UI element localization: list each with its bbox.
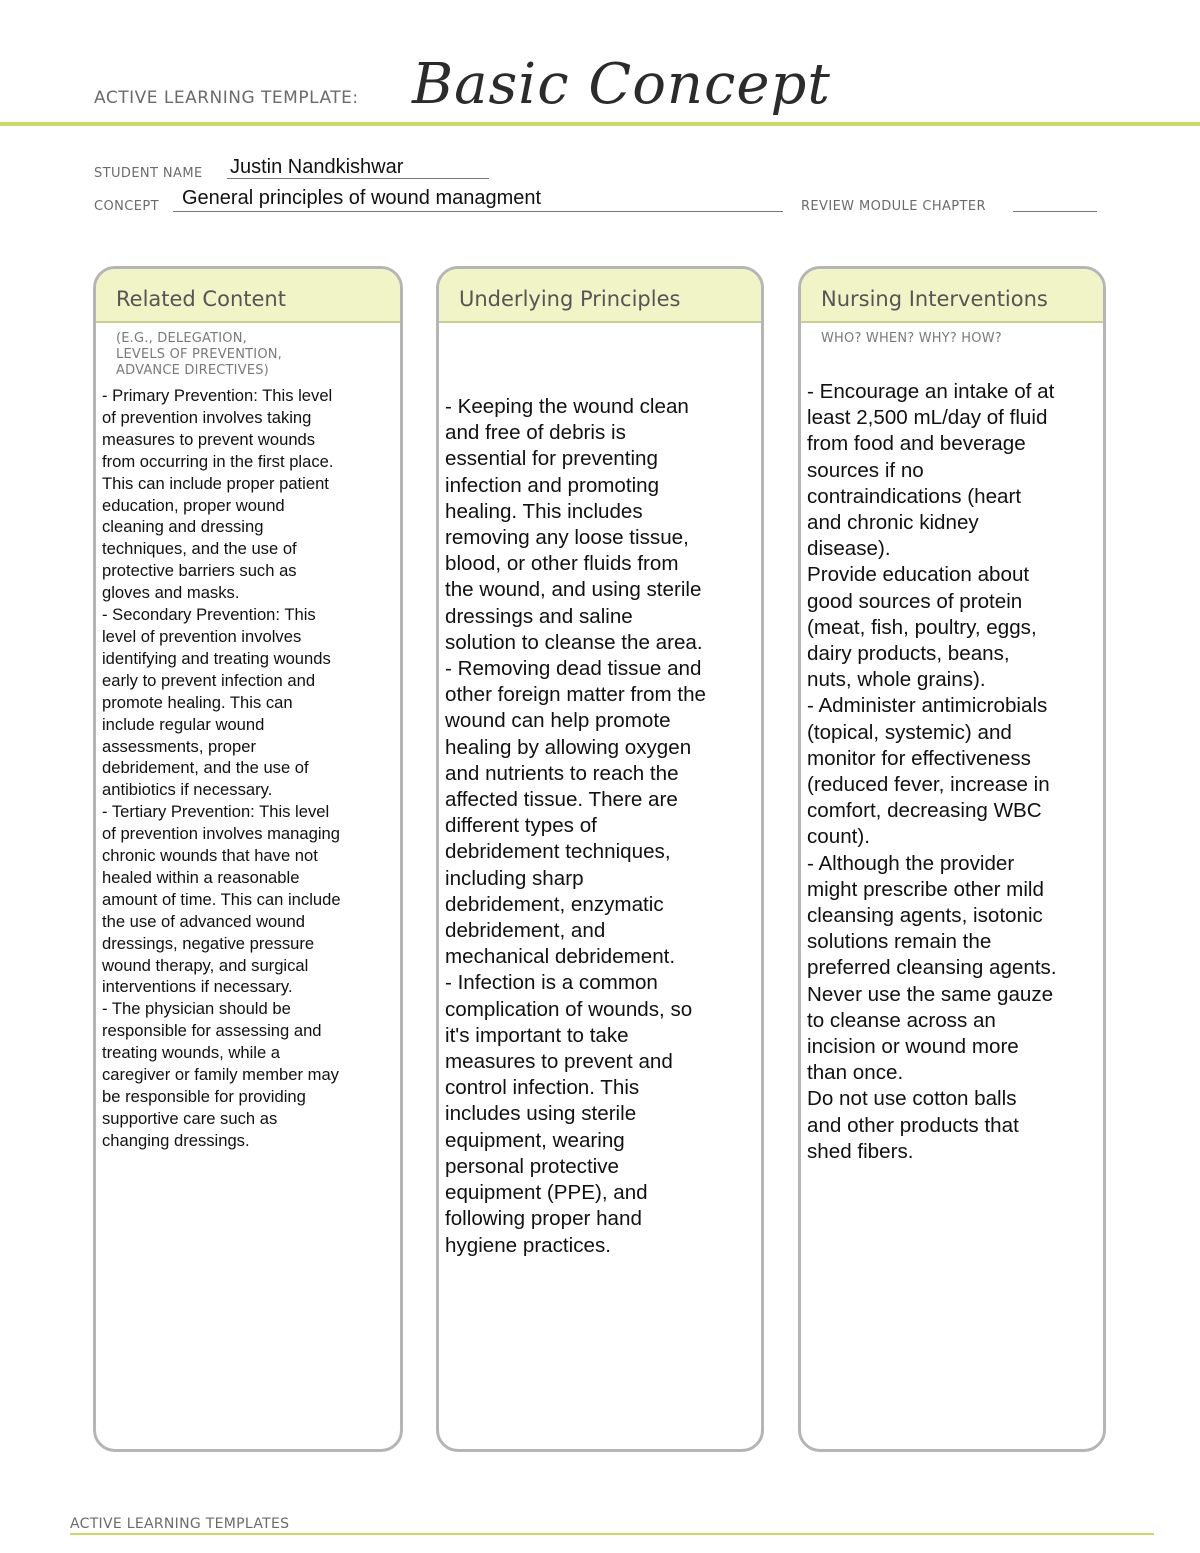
nursing-interventions-subtitle: WHO? WHEN? WHY? HOW? <box>821 331 1002 346</box>
underlying-principles-title: Underlying Principles <box>439 269 761 323</box>
concept-label: CONCEPT <box>94 199 159 214</box>
nursing-interventions-title: Nursing Interventions <box>801 269 1103 323</box>
footer-divider <box>70 1533 1154 1535</box>
student-name-label: STUDENT NAME <box>94 166 203 181</box>
related-content-title: Related Content <box>96 269 400 323</box>
review-module-field[interactable] <box>1013 211 1097 212</box>
concept-line <box>173 211 783 212</box>
concept-field[interactable]: General principles of wound managment <box>182 187 542 209</box>
nursing-interventions-body[interactable]: - Encourage an intake of at least 2,500 mL/day of fluid from food and beverage sources if no contraindications (heart and chronic kidney disease). Provide education about good sources of protein (meat, fish, poultry, eggs, dairy products, beans, nuts, whole grains). - Administer antimicrobials (topical, systemic) and monitor for effectiveness (reduced fever, increase in comfort, decreasing WBC count). - Although the provider might prescribe other mild cleansing agents, isotonic solutions remain the preferred cleansing agents. Never use the same gauze to cleanse across an incision or wound more than once. Do not use cotton balls and other products that shed fibers. <box>807 380 1057 1163</box>
header-divider <box>0 122 1200 126</box>
underlying-principles-panel <box>436 266 764 1452</box>
student-name-field[interactable]: Justin Nandkishwar <box>230 156 404 178</box>
related-content-body[interactable]: - Primary Prevention: This level of prevention involves taking measures to prevent wounds from occurring in the first place. This can include proper patient education, proper wound cleaning and dressing techniques, and the use of protective barriers such as gloves and masks. - Secondary Prevention: This level of prevention involves identifying and treating wounds early to prevent infection and promote healing. This can include regular wound assessments, proper debridement, and the use of antibiotics if necessary. - Tertiary Prevention: This level of prevention involves managing chronic wounds that have not healed within a reasonable amount of time. This can include the use of advanced wound dressings, negative pressure wound therapy, and surgical interventions if necessary. - The physician should be responsible for assessing and treating wounds, while a caregiver or family member may be responsible for providing supportive care such as changing dressings. <box>102 386 341 1150</box>
underlying-principles-body[interactable]: - Keeping the wound clean and free of debris is essential for preventing infection and promoting healing. This includes removing any loose tissue, blood, or other fluids from the wound, and using sterile dressings and saline solution to cleanse the area. - Removing dead tissue and other foreign matter from the wound can help promote healing by allowing oxygen and nutrients to reach the affected tissue. There are different types of debridement techniques, including sharp debridement, enzymatic debridement, and mechanical debridement. - Infection is a common complication of wounds, so it's important to take measures to prevent and control infection. This includes using sterile equipment, wearing personal protective equipment (PPE), and following proper hand hygiene practices. <box>445 395 706 1257</box>
page-title: Basic Concept <box>412 52 831 117</box>
nursing-interventions-panel <box>798 266 1106 1452</box>
related-content-subtitle: (E.G., DELEGATION, LEVELS OF PREVENTION, ADVANCE DIRECTIVES) <box>116 331 283 378</box>
footer-label: ACTIVE LEARNING TEMPLATES <box>70 1516 290 1532</box>
template-label: ACTIVE LEARNING TEMPLATE: <box>94 88 359 108</box>
review-module-label: REVIEW MODULE CHAPTER <box>801 199 986 214</box>
related-content-panel <box>93 266 403 1452</box>
